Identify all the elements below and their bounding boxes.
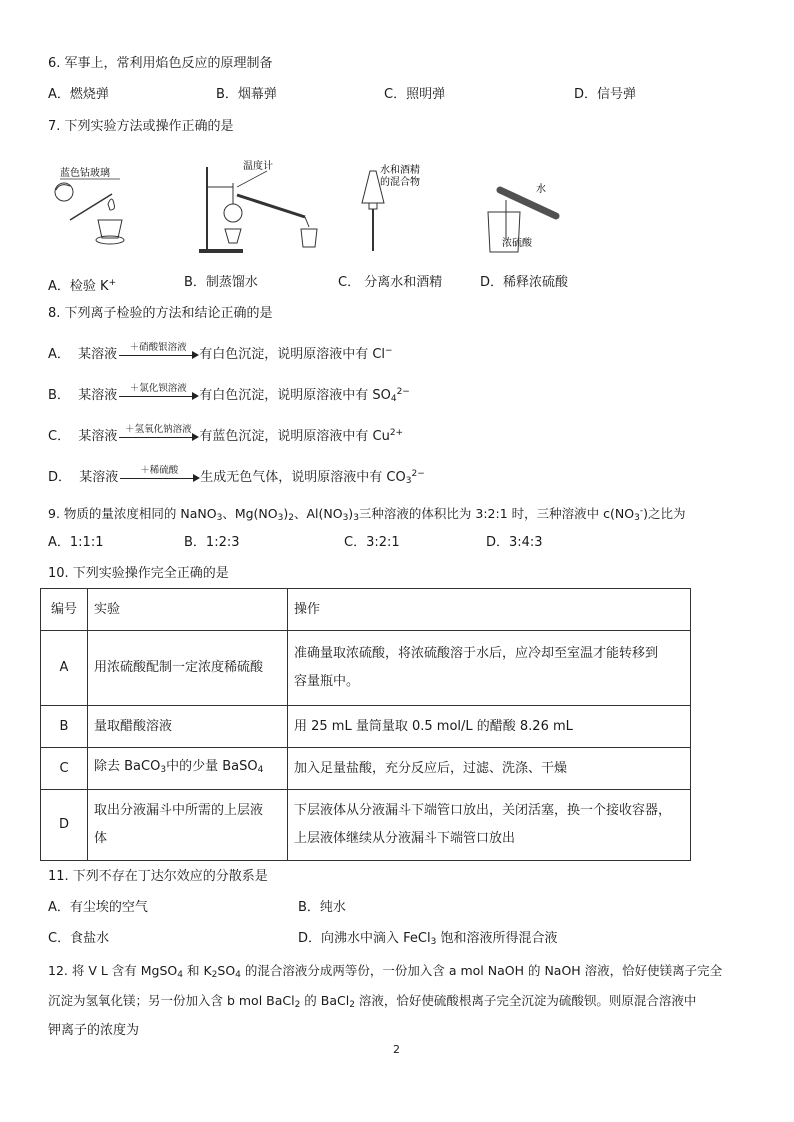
q8-option-a-letter: A． bbox=[48, 347, 70, 362]
table-cell-operation: 加入足量盐酸，充分反应后，过滤、洗涤、干燥 bbox=[288, 748, 691, 790]
q8-option-d-reagent: ＋稀硫酸 bbox=[140, 465, 179, 476]
arrow-right-icon bbox=[193, 474, 200, 482]
q7-figure-b-distillation bbox=[195, 157, 325, 255]
op-line: 上层液体继续从分液漏斗下端管口放出 bbox=[294, 831, 516, 846]
q9-stem-part: 三种溶液的体积比为 3:2:1 时，三种溶液中 c(NO bbox=[358, 506, 635, 521]
table-cell-id: C bbox=[41, 748, 88, 790]
q12-text: 沉淀为氢氧化镁；另一份加入含 b mol BaCl bbox=[48, 993, 295, 1008]
q9-option-c: C．3:2:1 bbox=[344, 535, 400, 550]
q12-sub: 2 bbox=[211, 970, 218, 980]
q8-option-a bbox=[48, 342, 393, 364]
q8-option-d bbox=[48, 465, 425, 490]
q8-option-c-subject: 某溶液 bbox=[78, 429, 118, 444]
q8-option-c-reagent: ＋氢氧化钠溶液 bbox=[125, 424, 192, 435]
q11-option-d-sub: 3 bbox=[430, 937, 437, 947]
q8-option-a-subject: 某溶液 bbox=[78, 347, 118, 362]
q8-option-b bbox=[48, 383, 410, 408]
q9-stem-part: 、Al(NO bbox=[293, 506, 343, 521]
table-cell-experiment bbox=[88, 790, 288, 861]
q7-option-a-sup: + bbox=[108, 278, 117, 288]
q11-option-b: B．纯水 bbox=[298, 900, 346, 915]
q9-stem-sub: 3 bbox=[277, 513, 284, 523]
table-cell-operation bbox=[288, 631, 691, 706]
q7-fig-c-label-1: 水和酒精 bbox=[380, 165, 420, 176]
q9-stem-part: 9. 物质的量浓度相同的 NaNO bbox=[48, 506, 217, 521]
q9-stem bbox=[48, 502, 685, 527]
q6-option-c: C．照明弹 bbox=[384, 87, 446, 102]
q8-option-d-subject: 某溶液 bbox=[79, 470, 119, 485]
q12-line-3: 钾离子的浓度为 bbox=[48, 1023, 140, 1038]
q11-option-a: A．有尘埃的空气 bbox=[48, 900, 148, 915]
table-header-row bbox=[41, 589, 691, 631]
q11-option-c: C．食盐水 bbox=[48, 931, 110, 946]
cell-sub: 3 bbox=[160, 765, 167, 775]
table-cell-operation bbox=[288, 790, 691, 861]
q8-option-b-reagent: ＋氯化钡溶液 bbox=[129, 383, 187, 394]
q7-fig-a-label: 蓝色钴玻璃 bbox=[60, 168, 110, 179]
q9-stem-sub: 2 bbox=[288, 513, 294, 523]
page-number: 2 bbox=[393, 1043, 400, 1056]
q8-option-c bbox=[48, 424, 403, 446]
table-row bbox=[41, 631, 691, 706]
q6-stem: 6. 军事上，常利用焰色反应的原理制备 bbox=[48, 56, 273, 71]
table-header-cell: 编号 bbox=[41, 589, 88, 631]
op-line: 容量瓶中。 bbox=[294, 674, 360, 689]
table-cell-experiment: 用浓硫酸配制一定浓度稀硫酸 bbox=[88, 631, 288, 706]
reaction-arrow bbox=[117, 424, 199, 442]
q11-option-d-text: 饱和溶液所得混合液 bbox=[436, 931, 558, 946]
q6-option-d: D．信号弹 bbox=[574, 87, 637, 102]
q10-stem: 10. 下列实验操作完全正确的是 bbox=[48, 566, 229, 581]
reaction-arrow bbox=[117, 383, 199, 401]
q10-table bbox=[40, 588, 691, 861]
q12-text: 的混合溶液分成两等份，一份加入含 a mol NaOH 的 NaOH 溶液，恰好使镁离子完全 bbox=[240, 963, 723, 978]
q12-sub: 2 bbox=[349, 1000, 355, 1010]
q8-option-c-result: 有蓝色沉淀，说明原溶液中有 Cu bbox=[199, 429, 390, 444]
cell-line: 体 bbox=[94, 831, 108, 846]
q9-stem-sub: 3 bbox=[216, 513, 223, 523]
q9-stem-sub: 3 bbox=[353, 513, 359, 523]
cell-text: 中的少量 BaSO bbox=[166, 759, 258, 774]
q9-stem-part: ) bbox=[283, 506, 289, 521]
q7-option-c: C． 分离水和酒精 bbox=[338, 275, 443, 290]
q9-stem-part: )之比为 bbox=[643, 506, 686, 521]
q12-line-1 bbox=[48, 962, 722, 984]
q12-line-2 bbox=[48, 992, 696, 1014]
q7-figure-d-dilution bbox=[480, 170, 580, 256]
table-cell-id: A bbox=[41, 631, 88, 706]
q12-text: 的 BaCl bbox=[300, 993, 350, 1008]
q12-text: SO bbox=[217, 963, 236, 978]
q8-option-d-letter: D． bbox=[48, 470, 72, 485]
reaction-arrow bbox=[117, 342, 199, 360]
q12-sub: 4 bbox=[177, 970, 183, 980]
q7-fig-b-label: 温度计 bbox=[243, 161, 273, 172]
q9-stem-sub: 3 bbox=[342, 513, 349, 523]
q7-fig-d-label-1: 水 bbox=[536, 184, 546, 195]
q8-option-c-sup: 2+ bbox=[389, 428, 404, 438]
q8-option-b-sub: 4 bbox=[390, 394, 397, 404]
q7-figure-a-flame-test bbox=[50, 160, 160, 250]
q12-sub: 4 bbox=[235, 970, 241, 980]
arrow-right-icon bbox=[192, 392, 199, 400]
cell-line: 取出分液漏斗中所需的上层液 bbox=[94, 803, 264, 818]
arrow-right-icon bbox=[192, 433, 199, 441]
q11-option-d bbox=[298, 930, 557, 951]
table-cell-experiment bbox=[88, 748, 288, 790]
q8-option-b-sup: 2− bbox=[396, 387, 410, 397]
q7-option-b: B．制蒸馏水 bbox=[184, 275, 258, 290]
reaction-arrow bbox=[118, 465, 200, 483]
q9-option-d: D．3:4:3 bbox=[486, 535, 543, 550]
q9-stem-sub: 3 bbox=[634, 513, 640, 523]
q11-stem: 11. 下列不存在丁达尔效应的分散系是 bbox=[48, 869, 268, 884]
q8-option-c-letter: C． bbox=[48, 429, 71, 444]
q12-text: 溶液，恰好使硫酸根离子完全沉淀为硫酸钡。则原混合溶液中 bbox=[354, 993, 697, 1008]
table-cell-id: B bbox=[41, 706, 88, 748]
table-row bbox=[41, 790, 691, 861]
table-header-cell: 实验 bbox=[88, 589, 288, 631]
op-line: 准确量取浓硫酸，将浓硫酸溶于水后，应冷却至室温才能转移到 bbox=[294, 646, 659, 661]
q8-option-d-sup: 2− bbox=[411, 469, 425, 479]
q7-option-d: D．稀释浓硫酸 bbox=[480, 275, 569, 290]
table-cell-operation: 用 25 mL 量筒量取 0.5 mol/L 的醋酸 8.26 mL bbox=[288, 706, 691, 748]
q8-option-a-result: 有白色沉淀，说明原溶液中有 Cl bbox=[199, 347, 386, 362]
op-line: 下层液体从分液漏斗下端管口放出，关闭活塞，换一个接收容器， bbox=[294, 803, 672, 818]
cell-sub: 4 bbox=[257, 765, 264, 775]
q7-fig-c-label-2: 的混合物 bbox=[380, 177, 420, 188]
table-row bbox=[41, 706, 691, 748]
q8-option-b-subject: 某溶液 bbox=[78, 388, 118, 403]
q9-stem-part: ) bbox=[348, 506, 354, 521]
table-row bbox=[41, 748, 691, 790]
arrow-right-icon bbox=[192, 351, 199, 359]
q8-option-d-sub: 3 bbox=[405, 476, 412, 486]
q9-stem-part: 、Mg(NO bbox=[222, 506, 278, 521]
table-cell-experiment: 量取醋酸溶液 bbox=[88, 706, 288, 748]
q6-option-a: A．燃烧弹 bbox=[48, 87, 109, 102]
q7-option-a-text: A．检验 K bbox=[48, 279, 109, 294]
q9-option-a: A．1:1:1 bbox=[48, 535, 104, 550]
cell-text: 除去 BaCO bbox=[94, 759, 161, 774]
q6-option-b: B．烟幕弹 bbox=[216, 87, 277, 102]
q8-option-b-letter: B． bbox=[48, 388, 70, 403]
q12-text: 和 K bbox=[183, 963, 212, 978]
q12-sub: 2 bbox=[294, 1000, 301, 1010]
q12-text: 12. 将 V L 含有 MgSO bbox=[48, 963, 178, 978]
q7-option-a bbox=[48, 274, 116, 296]
q9-option-b: B．1:2:3 bbox=[184, 535, 240, 550]
q7-figure-c-separatory-funnel bbox=[350, 163, 450, 253]
q8-option-d-result: 生成无色气体，说明原溶液中有 CO bbox=[200, 470, 406, 485]
q7-fig-d-label-2: 浓硫酸 bbox=[502, 238, 532, 249]
table-cell-id: D bbox=[41, 790, 88, 861]
q11-option-d-text: D．向沸水中滴入 FeCl bbox=[298, 931, 431, 946]
q8-stem: 8. 下列离子检验的方法和结论正确的是 bbox=[48, 306, 273, 321]
table-header-cell: 操作 bbox=[288, 589, 691, 631]
q7-stem: 7. 下列实验方法或操作正确的是 bbox=[48, 119, 234, 134]
q9-stem-sup: - bbox=[639, 506, 644, 516]
q8-option-a-sup: − bbox=[385, 346, 393, 356]
q8-option-a-reagent: ＋硝酸银溶液 bbox=[129, 342, 187, 353]
q8-option-b-result: 有白色沉淀，说明原溶液中有 SO bbox=[199, 388, 391, 403]
